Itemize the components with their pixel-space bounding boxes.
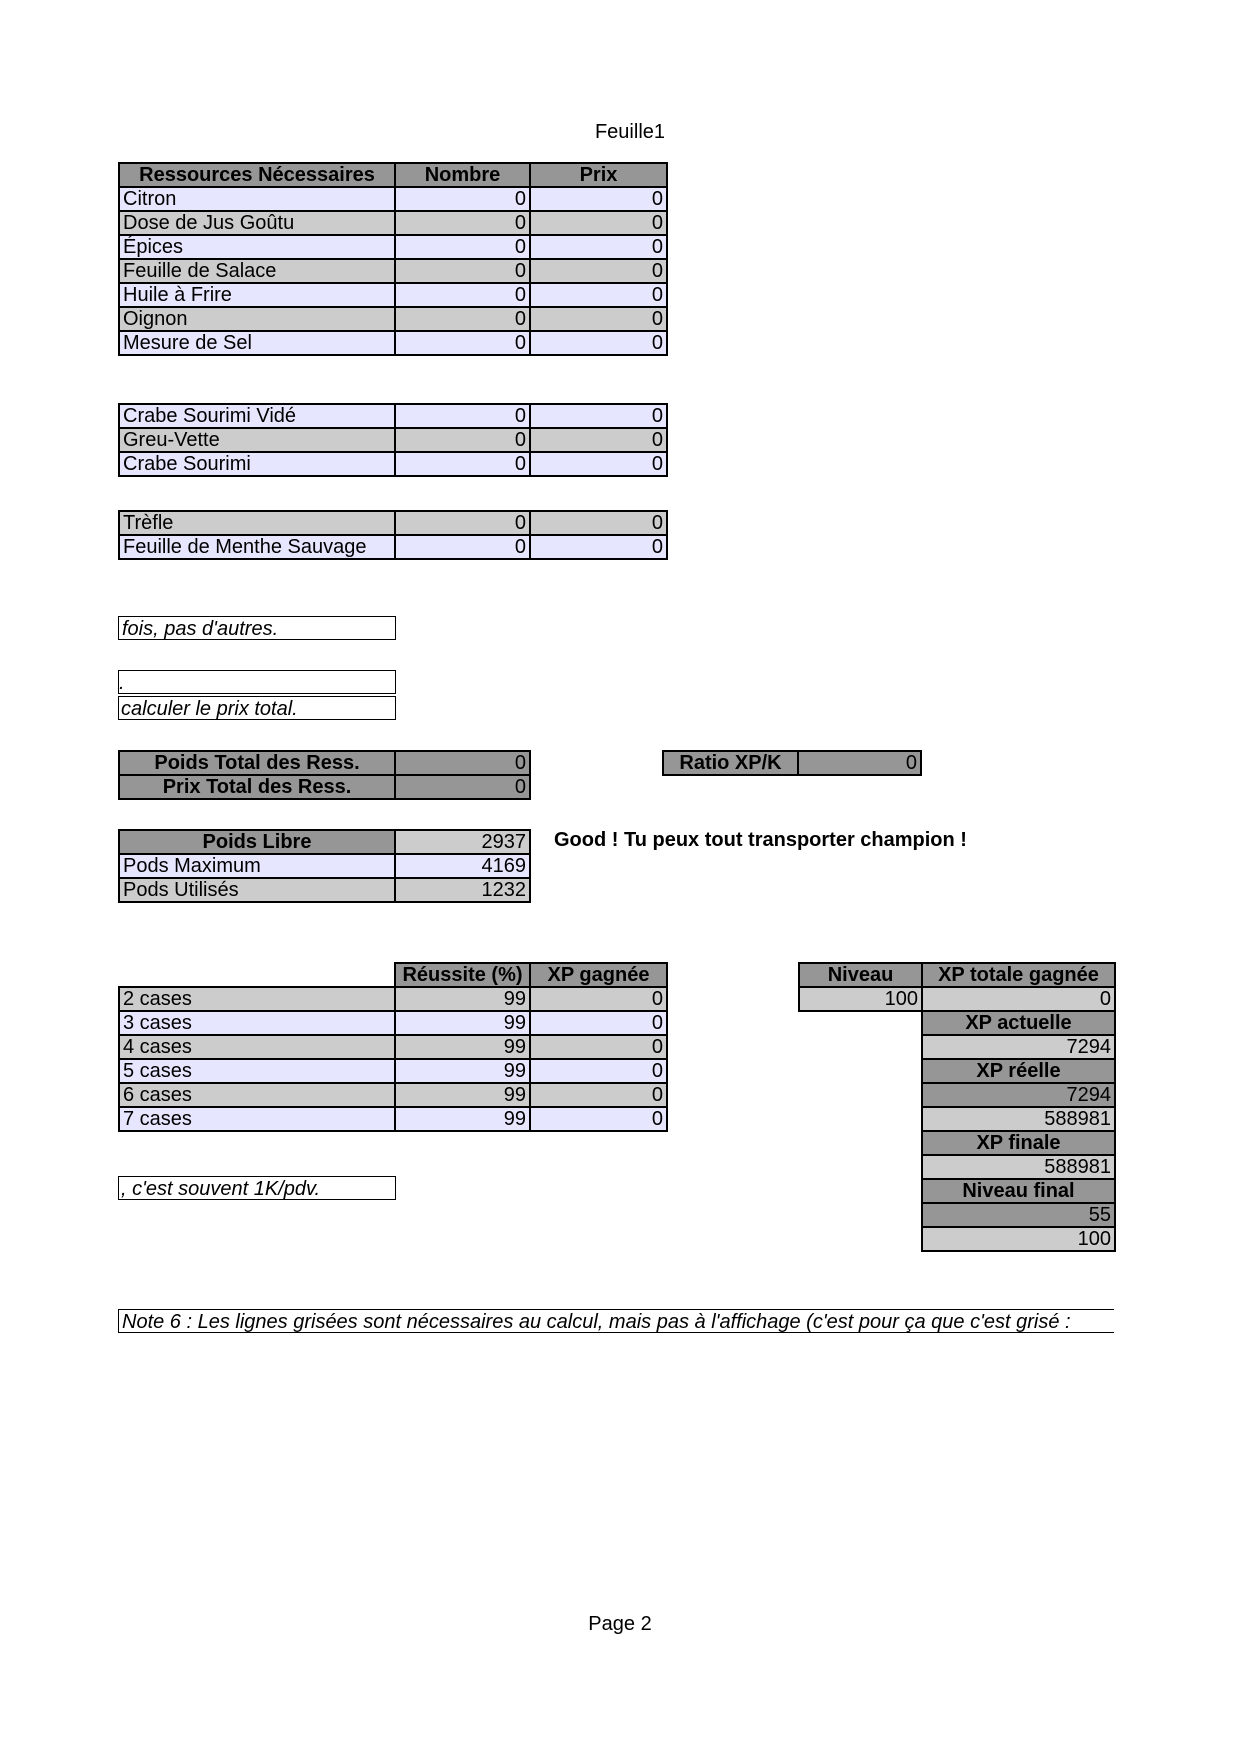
resources-header-row: [119, 163, 667, 187]
resource-name[interactable]: Oignon: [119, 307, 395, 331]
header-prix: Prix: [530, 163, 667, 187]
cases-reussite[interactable]: 99: [395, 1011, 530, 1035]
note-6: Note 6 : Les lignes grisées sont nécessaires au calcul, mais pas à l'affichage (c'est pour ça que c'est grisé :: [118, 1309, 1114, 1333]
resource-name[interactable]: Crabe Sourimi: [119, 452, 395, 476]
xp-totale-label: XP totale gagnée: [922, 963, 1115, 987]
sheet-title: Feuille1: [594, 121, 666, 143]
pods-max-value[interactable]: 4169: [395, 854, 530, 878]
header-nombre: Nombre: [395, 163, 530, 187]
prix-total-value[interactable]: 0: [395, 775, 530, 799]
prix-total-label: Prix Total des Ress.: [119, 775, 395, 799]
note-pdv: , c'est souvent 1K/pdv.: [118, 1176, 396, 1200]
pods-used-label: Pods Utilisés: [119, 878, 395, 902]
xp-actuelle-value[interactable]: 7294: [922, 1035, 1115, 1059]
resource-nombre[interactable]: 0: [395, 331, 530, 355]
cases-reussite[interactable]: 99: [395, 1059, 530, 1083]
resource-name[interactable]: Épices: [119, 235, 395, 259]
poids-libre-label: Poids Libre: [119, 830, 395, 854]
cases-xp[interactable]: 0: [530, 1035, 667, 1059]
table-row: [119, 428, 667, 452]
resource-name[interactable]: Dose de Jus Goûtu: [119, 211, 395, 235]
resource-nombre[interactable]: 0: [395, 283, 530, 307]
totals-table: [118, 750, 531, 800]
resource-prix[interactable]: 0: [530, 428, 667, 452]
resource-prix[interactable]: 0: [530, 452, 667, 476]
cases-label: 4 cases: [119, 1035, 395, 1059]
note-fois: fois, pas d'autres.: [118, 616, 396, 640]
cases-label: 7 cases: [119, 1107, 395, 1131]
resource-nombre[interactable]: 0: [395, 259, 530, 283]
table-row: [119, 187, 667, 211]
resource-prix[interactable]: 0: [530, 211, 667, 235]
ratio-table: [662, 750, 922, 776]
niveau-final-value[interactable]: 55: [922, 1203, 1115, 1227]
header-reussite: Réussite (%): [395, 963, 530, 987]
resource-prix[interactable]: 0: [530, 331, 667, 355]
niveau-label: Niveau: [799, 963, 922, 987]
note-calc: calculer le prix total.: [118, 696, 396, 720]
resource-name[interactable]: Citron: [119, 187, 395, 211]
cases-xp[interactable]: 0: [530, 1011, 667, 1035]
cases-xp[interactable]: 0: [530, 1107, 667, 1131]
header-ressources: Ressources Nécessaires: [119, 163, 395, 187]
niveau-value[interactable]: 100: [799, 987, 922, 1011]
xp-reelle-value[interactable]: 7294: [922, 1083, 1115, 1107]
cases-label: 3 cases: [119, 1011, 395, 1035]
cases-header-blank: [119, 963, 395, 987]
resource-prix[interactable]: 0: [530, 307, 667, 331]
table-row: [119, 987, 667, 1011]
cases-label: 2 cases: [119, 987, 395, 1011]
cases-label: 5 cases: [119, 1059, 395, 1083]
pods-max-label: Pods Maximum: [119, 854, 395, 878]
table-row: [119, 235, 667, 259]
header-xp-gagnee: XP gagnée: [530, 963, 667, 987]
resource-name[interactable]: Greu-Vette: [119, 428, 395, 452]
resource-prix[interactable]: 0: [530, 259, 667, 283]
resource-nombre[interactable]: 0: [395, 235, 530, 259]
xp-reelle-value2[interactable]: 588981: [922, 1107, 1115, 1131]
resource-nombre[interactable]: 0: [395, 428, 530, 452]
resource-name[interactable]: Feuille de Menthe Sauvage: [119, 535, 395, 559]
cases-table: [118, 962, 668, 1132]
table-row: [119, 511, 667, 535]
resource-prix[interactable]: 0: [530, 535, 667, 559]
resource-name[interactable]: Feuille de Salace: [119, 259, 395, 283]
cases-xp[interactable]: 0: [530, 1059, 667, 1083]
resource-prix[interactable]: 0: [530, 404, 667, 428]
resource-name[interactable]: Trèfle: [119, 511, 395, 535]
xp-finale-value[interactable]: 588981: [922, 1155, 1115, 1179]
cases-reussite[interactable]: 99: [395, 1107, 530, 1131]
note-dot: .: [118, 670, 396, 694]
table-row: [119, 307, 667, 331]
resource-prix[interactable]: 0: [530, 511, 667, 535]
table-row: [119, 1011, 667, 1035]
resource-nombre[interactable]: 0: [395, 511, 530, 535]
niveau-table: [798, 962, 923, 1012]
table-row: [119, 452, 667, 476]
table-row: [119, 259, 667, 283]
cases-reussite[interactable]: 99: [395, 1083, 530, 1107]
pods-table: [118, 829, 531, 903]
cases-reussite[interactable]: 99: [395, 987, 530, 1011]
niveau-final-value2[interactable]: 100: [922, 1227, 1115, 1251]
table-row: [119, 1035, 667, 1059]
table-row: [119, 1083, 667, 1107]
resource-prix[interactable]: 0: [530, 283, 667, 307]
resource-name[interactable]: Mesure de Sel: [119, 331, 395, 355]
resource-name[interactable]: Huile à Frire: [119, 283, 395, 307]
resources-table-group2: [118, 403, 668, 477]
poids-total-value[interactable]: 0: [395, 751, 530, 775]
xp-actuelle-label: XP actuelle: [922, 1011, 1115, 1035]
xp-table: [921, 962, 1116, 1252]
ratio-value[interactable]: 0: [798, 751, 921, 775]
cases-label: 6 cases: [119, 1083, 395, 1107]
page-number: Page 2: [588, 1613, 652, 1635]
ratio-label: Ratio XP/K: [663, 751, 798, 775]
resource-name[interactable]: Crabe Sourimi Vidé: [119, 404, 395, 428]
resource-nombre[interactable]: 0: [395, 187, 530, 211]
resources-table-group3: [118, 510, 668, 560]
xp-reelle-label: XP réelle: [922, 1059, 1115, 1083]
table-row: [119, 404, 667, 428]
table-row: [119, 283, 667, 307]
poids-total-label: Poids Total des Ress.: [119, 751, 395, 775]
resource-nombre[interactable]: 0: [395, 404, 530, 428]
table-row: [119, 535, 667, 559]
table-row: [119, 211, 667, 235]
resource-prix[interactable]: 0: [530, 187, 667, 211]
resource-nombre[interactable]: 0: [395, 307, 530, 331]
niveau-final-label: Niveau final: [922, 1179, 1115, 1203]
xp-finale-label: XP finale: [922, 1131, 1115, 1155]
table-row: [119, 1107, 667, 1131]
xp-totale-value[interactable]: 0: [922, 987, 1115, 1011]
resource-nombre[interactable]: 0: [395, 452, 530, 476]
cases-xp[interactable]: 0: [530, 987, 667, 1011]
resource-nombre[interactable]: 0: [395, 535, 530, 559]
cases-reussite[interactable]: 99: [395, 1035, 530, 1059]
pods-message: Good ! Tu peux tout transporter champion !: [554, 829, 967, 851]
cases-xp[interactable]: 0: [530, 1083, 667, 1107]
poids-libre-value[interactable]: 2937: [395, 830, 530, 854]
resources-table: [118, 162, 668, 356]
table-row: [119, 331, 667, 355]
pods-used-value[interactable]: 1232: [395, 878, 530, 902]
resource-nombre[interactable]: 0: [395, 211, 530, 235]
resource-prix[interactable]: 0: [530, 235, 667, 259]
table-row: [119, 1059, 667, 1083]
